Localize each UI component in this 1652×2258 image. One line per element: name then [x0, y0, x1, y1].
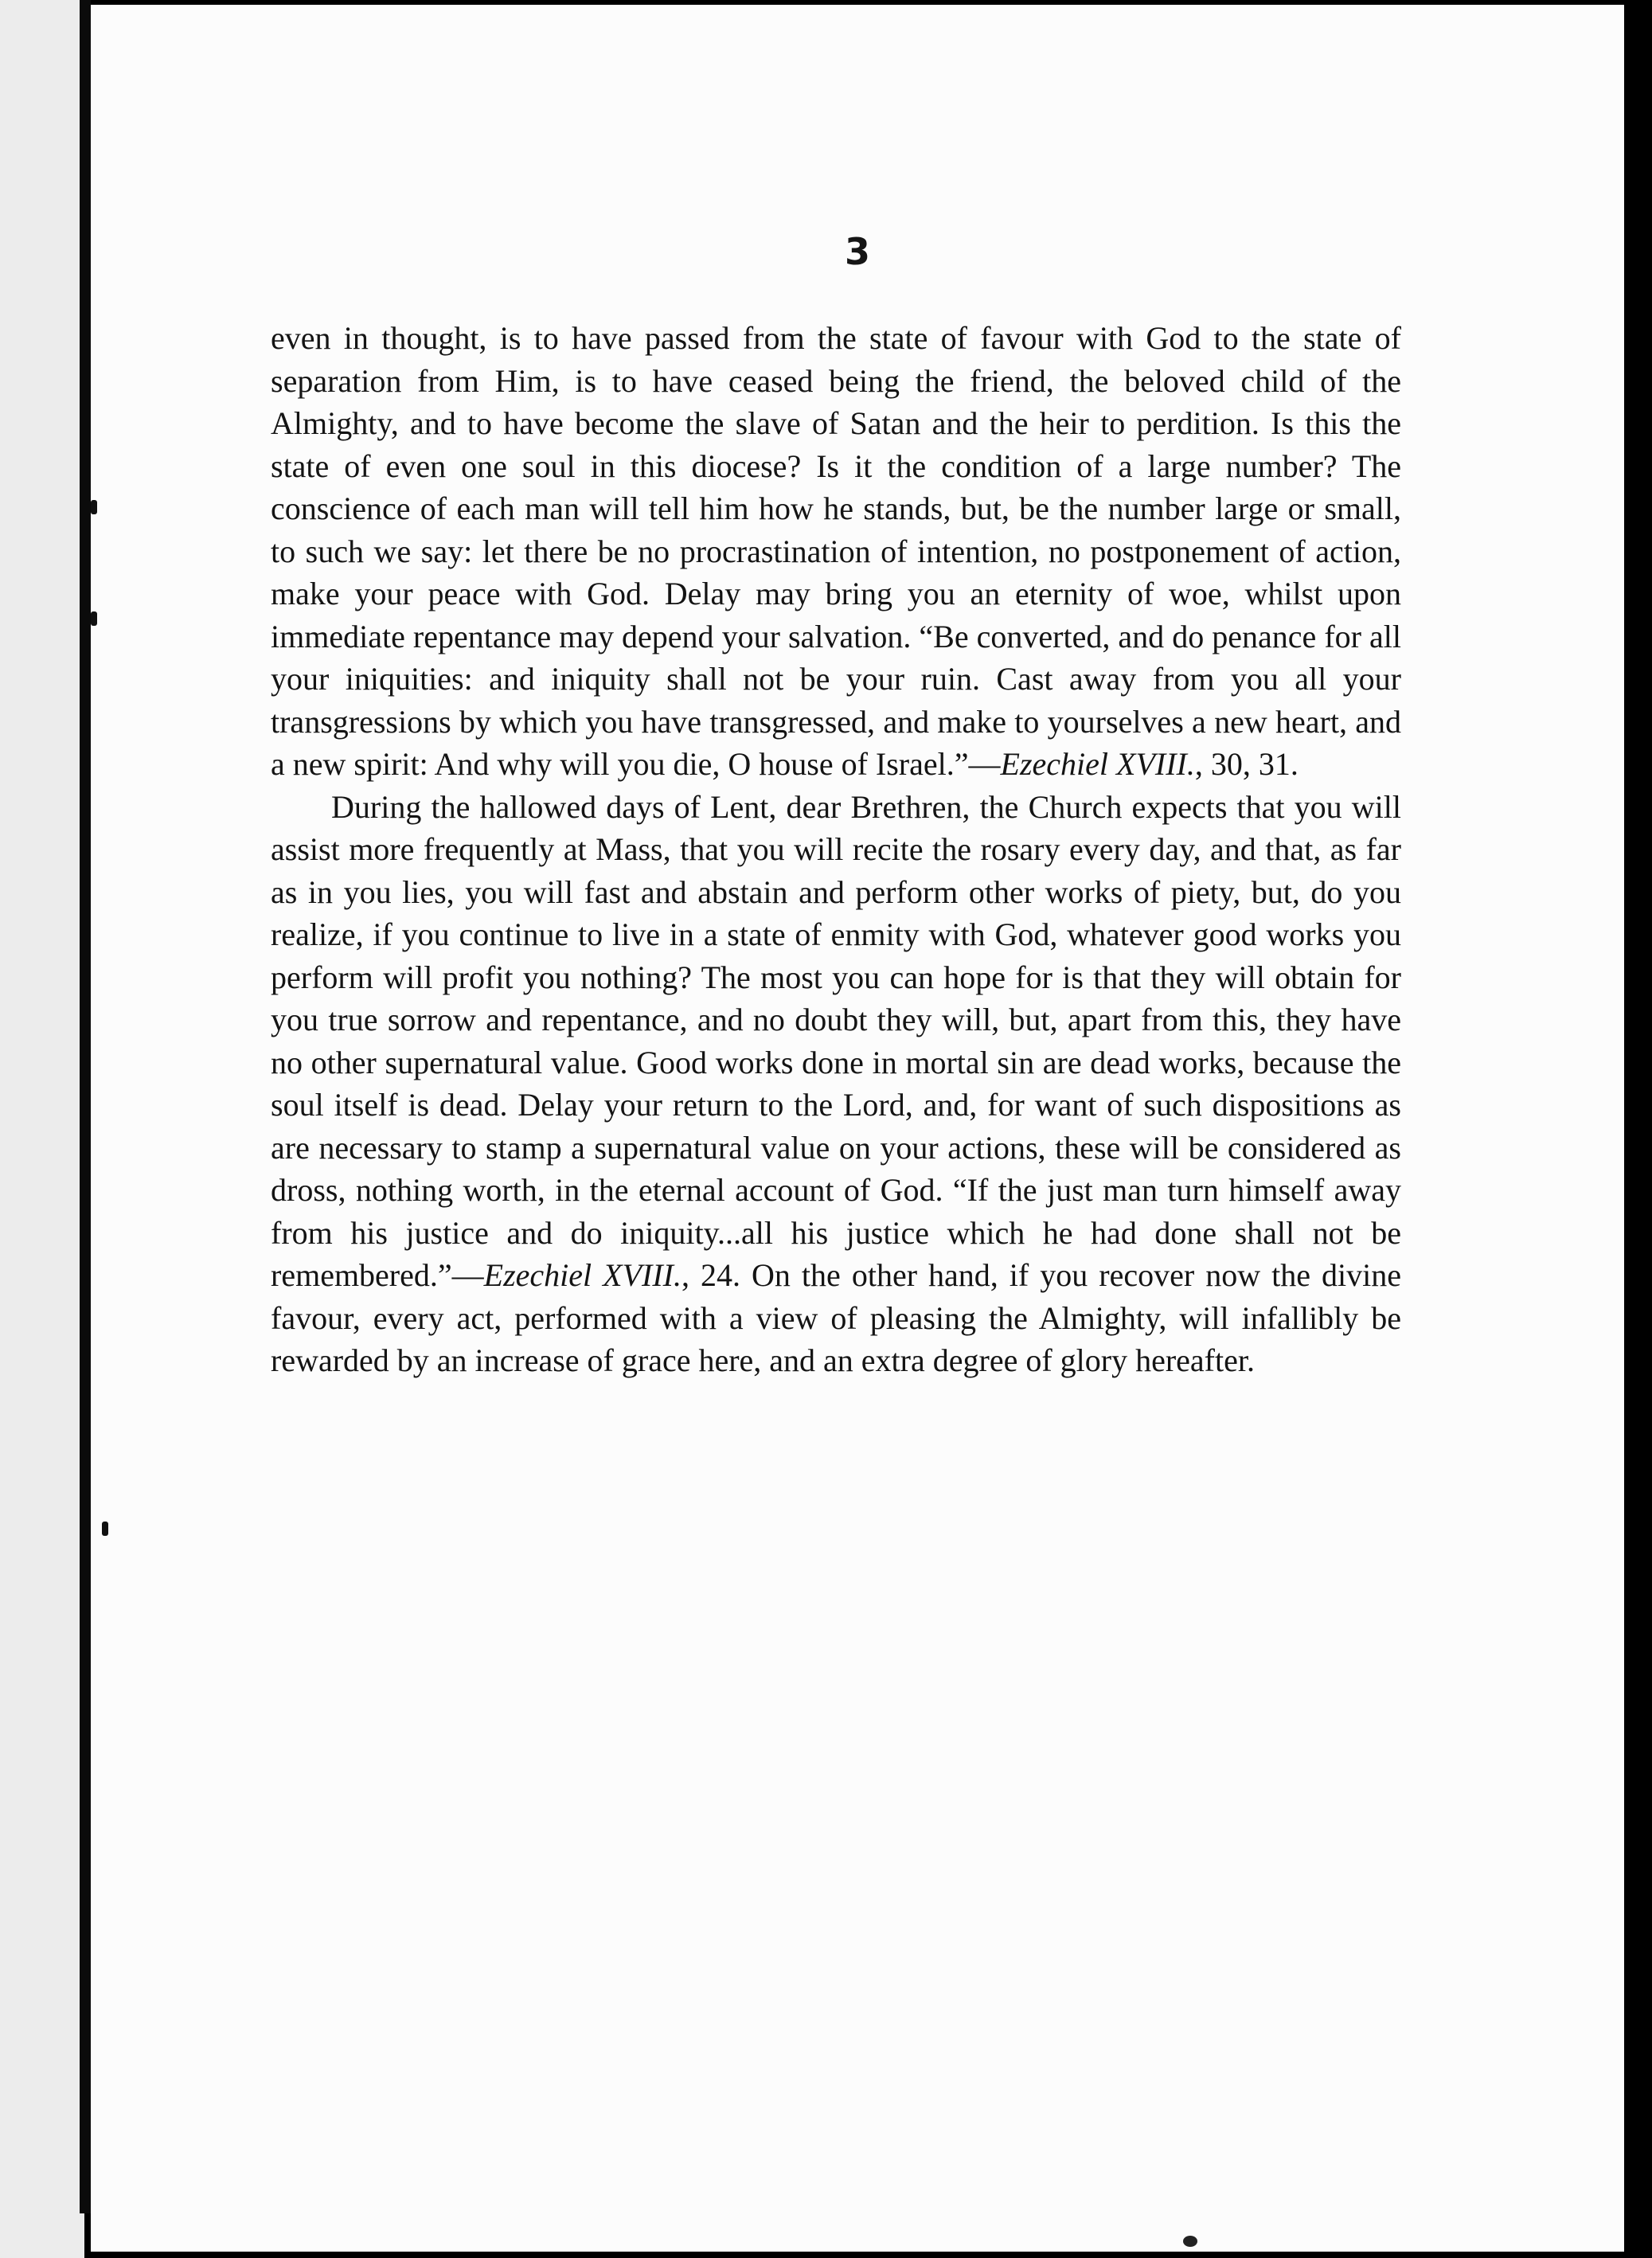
paragraph-1-text: even in thought, is to have passed from the state of favour with God to the state of separation from Him, is to have ceased being the friend, the beloved child of the Almighty, and to have become the slave of Satan and the heir to perdition. Is this the state of even one soul in this diocese? Is it the condition of a large number? The conscience of each man will tell him how he stands, but, be the number large or small, to such we say: let there be no procrastination of intention, no postponement of action, make your peace with God. Delay may bring you an eternity of woe, whilst upon immediate repentance may depend your salvation. “Be converted, and do penance for all your iniquities: and iniquity shall not be your ruin. Cast away from you all your transgressions by which you have transgressed, and make to yourselves a new heart, and a new spirit: And why will you die, O house of Israel.”— — [271, 320, 1401, 782]
margin-mark — [91, 611, 97, 626]
page-number: 3 — [844, 230, 870, 273]
scripture-verses: , 30, 31. — [1194, 746, 1299, 782]
paragraph-1 — [271, 317, 1401, 786]
paragraph-2 — [271, 786, 1401, 1382]
scan-speck — [1183, 2236, 1197, 2247]
margin-mark — [91, 500, 97, 514]
margin-mark — [102, 1522, 108, 1536]
scripture-reference: Ezechiel XVIII. — [1000, 746, 1195, 782]
previous-page-edge — [0, 0, 84, 2258]
document-page — [91, 5, 1624, 2252]
binding-edge — [80, 0, 91, 2213]
paragraph-2-text: During the hallowed days of Lent, dear Brethren, the Church expects that you will assist more frequently at Mass, that you will recite the rosary every day, and that, as far as in you lies, you will fast and abstain and perform other works of piety, but, do you realize, if you continue to live in a state of enmity with God, whatever good works you perform will profit you nothing? The most you can hope for is that they will obtain for you true sorrow and repentance, and no doubt they will, but, apart from this, they have no other supernatural value. Good works done in mortal sin are dead works, because the soul itself is dead. Delay your return to the Lord, and, for want of such dispositions as are necessary to stamp a supernatural value on your actions, these will be considered as dross, nothing worth, in the eternal account of God. “If the just man turn himself away from his justice and do iniquity...all his justice which he had done shall not be remembered.”— — [271, 788, 1401, 1293]
body-text — [271, 317, 1401, 1382]
scripture-reference: Ezechiel XVIII. — [483, 1257, 681, 1293]
paragraph-2-tail: , 24. On the other hand, if you recover now the divine favour, every act, performed with a view of pleasing the Almighty, will infallibly be rewarded by an increase of grace here, and an extra degree of glory hereafter. — [271, 1257, 1401, 1378]
